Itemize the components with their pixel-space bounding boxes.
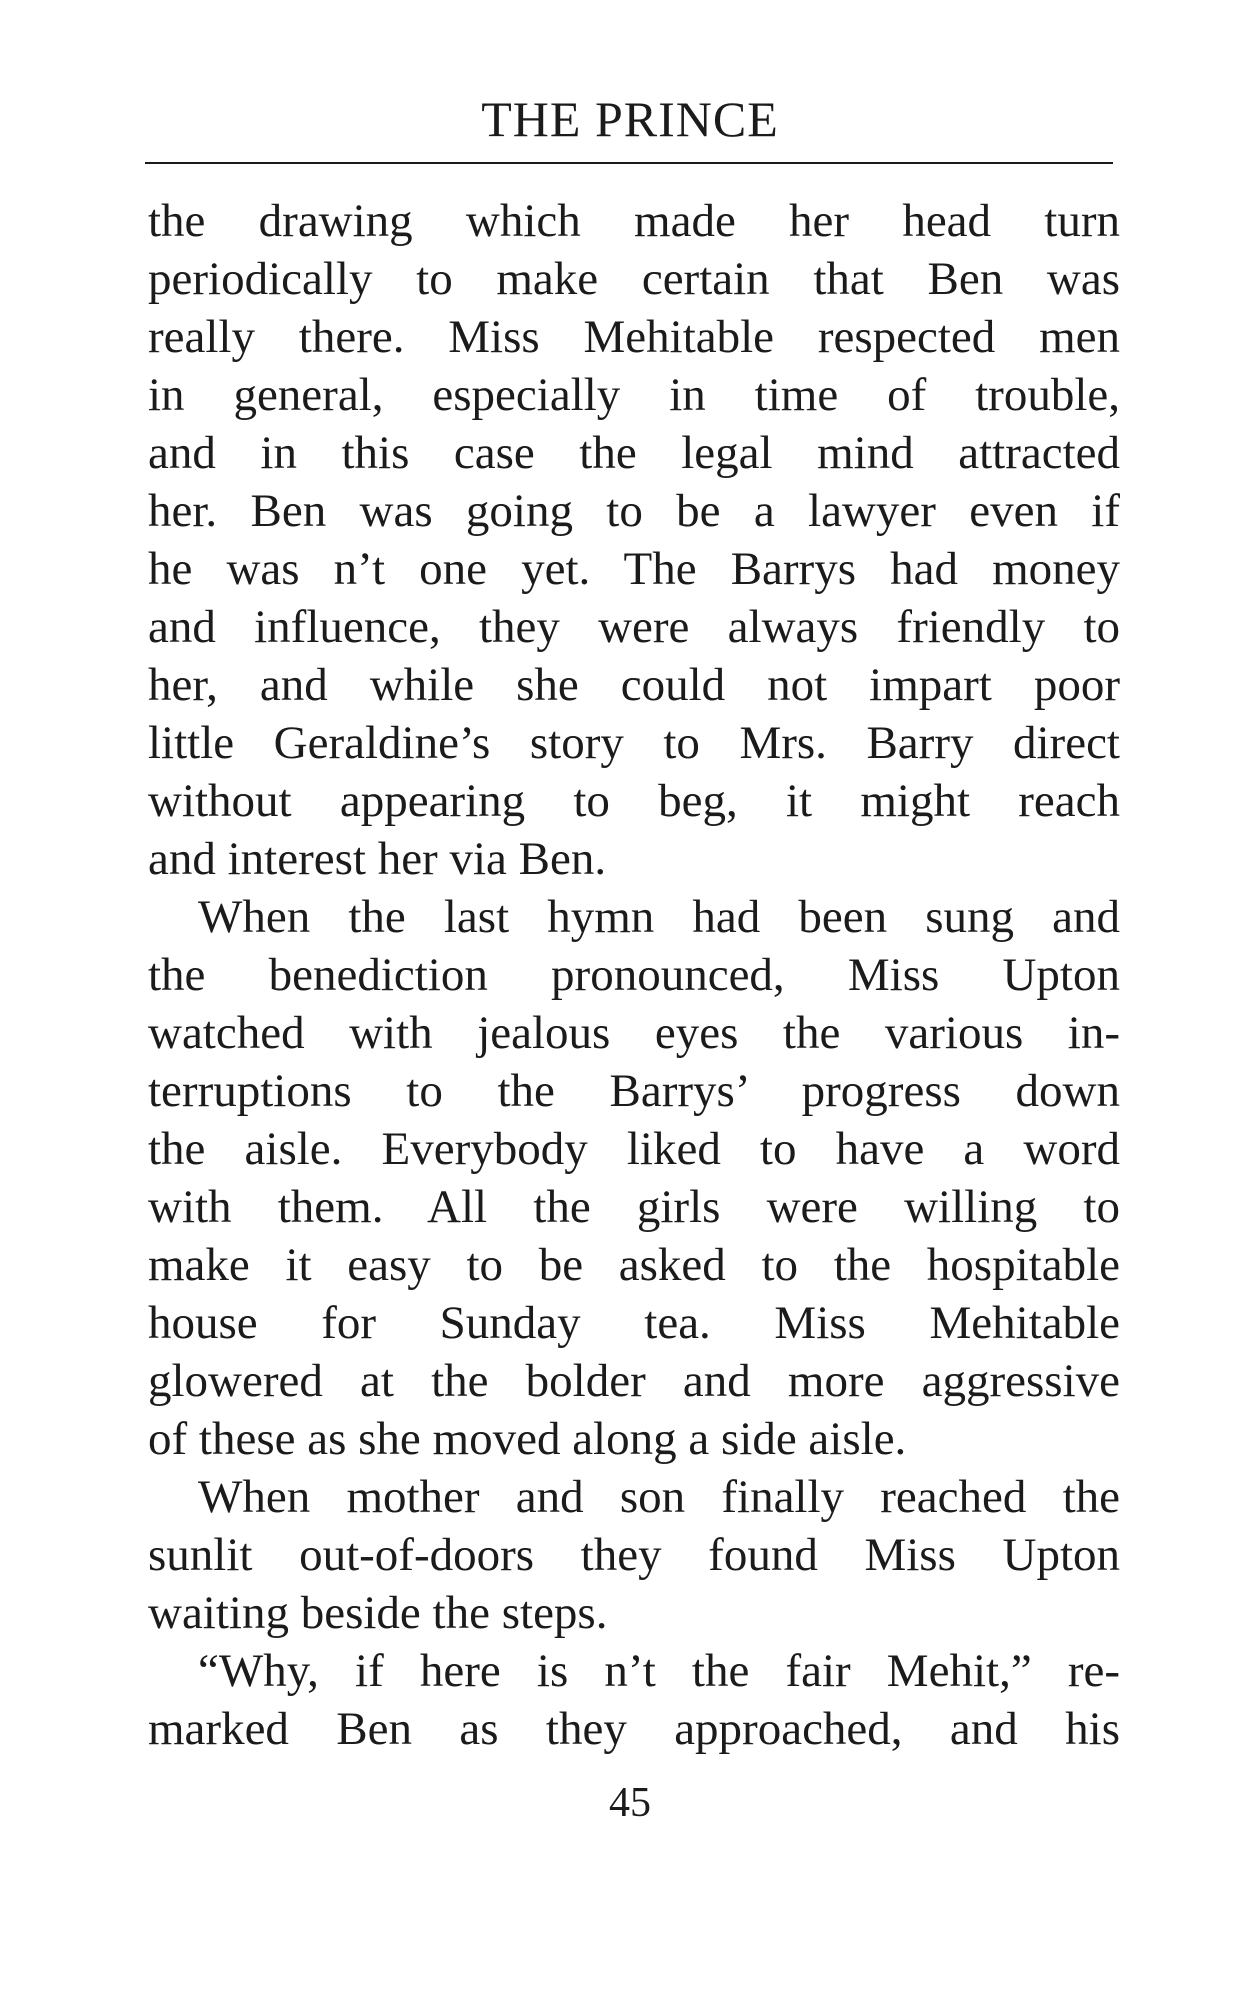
text-line: and interest her via Ben. [148,833,607,885]
page-number: 45 [609,1780,651,1826]
text-line: and influence, they were always friendly to [148,601,1120,653]
text-line: make it easy to be asked to the hospitable [148,1239,1120,1291]
text-line: sunlit out-of-doors they found Miss Upton [148,1529,1120,1581]
text-line: watched with jealous eyes the various in- [148,1007,1120,1059]
header-rule [145,162,1113,164]
text-line: in general, especially in time of trouble, [148,369,1120,421]
text-line: of these as she moved along a side aisle. [148,1413,907,1465]
text-line: and in this case the legal mind attracted [148,427,1120,479]
text-line: the aisle. Everybody liked to have a word [148,1123,1120,1175]
text-line: glowered at the bolder and more aggressive [148,1355,1120,1407]
text-line: the drawing which made her head turn [148,195,1120,247]
text-line: house for Sunday tea. Miss Mehitable [148,1297,1120,1349]
text-line: terruptions to the Barrys’ progress down [148,1065,1120,1117]
body-text [148,192,1120,1758]
text-line: “Why, if here is n’t the fair Mehit,” re- [198,1645,1120,1697]
text-line: with them. All the girls were willing to [148,1181,1120,1233]
text-line: her. Ben was going to be a lawyer even if [148,485,1120,537]
text-line: really there. Miss Mehitable respected men [148,311,1120,363]
running-head: THE PRINCE [481,91,779,147]
text-line: her, and while she could not impart poor [148,659,1120,711]
text-line: little Geraldine’s story to Mrs. Barry direct [148,717,1120,769]
text-line: When mother and son finally reached the [198,1471,1120,1523]
text-line: periodically to make certain that Ben was [148,253,1120,305]
text-line: the benediction pronounced, Miss Upton [148,949,1120,1001]
text-line: he was n’t one yet. The Barrys had money [148,543,1120,595]
text-line: without appearing to beg, it might reach [148,775,1120,827]
text-line: waiting beside the steps. [148,1587,608,1639]
text-line: When the last hymn had been sung and [198,891,1120,943]
text-line: marked Ben as they approached, and his [148,1703,1120,1755]
